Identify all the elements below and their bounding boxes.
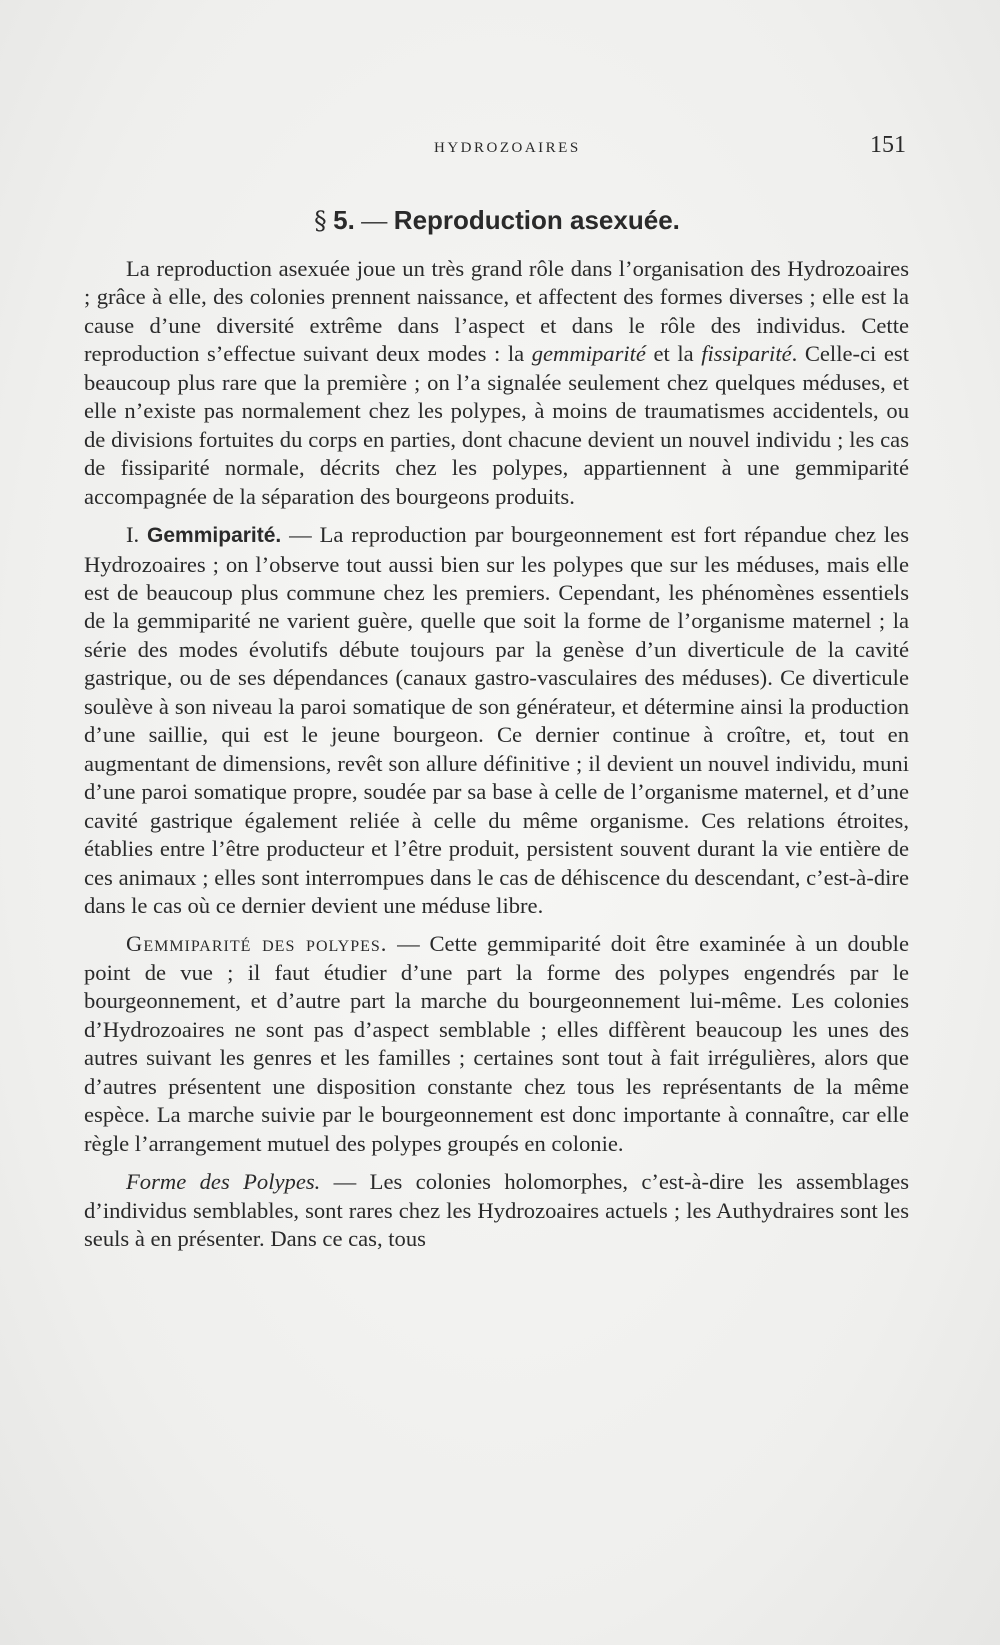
subsection-title: Gemmiparité. [147, 524, 282, 548]
paragraph-text: — Les colonies holomorphes, c’est-à-dire les assemblages d’individus semblables, sont rares chez les Hydrozoaires actuels ; les Authydraires sont les seuls à en présenter. Dans ce cas, tous [84, 1169, 909, 1251]
run-in-heading-italic: Forme des Polypes. [126, 1169, 321, 1195]
section-symbol: § [314, 206, 327, 235]
page-header [82, 132, 912, 166]
running-head: HYDROZOAIRES [434, 140, 581, 156]
italic-term: gemmiparité [531, 341, 646, 367]
paragraph-forme-polypes [84, 1168, 909, 1253]
italic-term: fissiparité [701, 341, 792, 367]
section-number: 5. [333, 205, 355, 235]
section-title: Reproduction asexuée. [393, 205, 680, 235]
paragraph-gemmiparite-polypes [84, 930, 909, 1158]
section-dash: — [361, 206, 388, 235]
paragraph-text: — La reproduction par bourgeonnement est fort répandue chez les Hydrozoaires ; on l’observe tout aussi bien sur les polypes que sur les méduses, mais elle est de beaucoup plus commune chez les premiers. Cependant, les phénomènes essentiels de la gemmiparité ne varient guère, quelle que soit la forme de l’organisme maternel ; la série des modes évolutifs débute toujours par la genèse d’un diverticule de la cavité gastrique, ou de ses dépendances (canaux gastro-vasculaires des méduses). Ce diverticule soulève à son niveau la paroi somatique de son générateur, et détermine ainsi la production d’une saillie, qui est le jeune bourgeon. Ce dernier continue à croître, et, tout en augmentant de dimensions, revêt son allure définitive ; il devient un nouvel individu, muni d’une paroi somatique propre, soudée par sa base à celle de l’organisme maternel, et d’une cavité gastrique également reliée à celle du même organisme. Ces relations étroites, établies entre l’être producteur et l’être produit, persistent souvent durant la vie entière de ces animaux ; elles sont interrompues dans le cas de déhiscence du descendant, c’est-à-dire dans le cas où ce dernier devient une méduse libre. [84, 522, 910, 918]
paragraph-text: et la [645, 341, 702, 367]
page-number: 151 [870, 132, 906, 158]
body-text [84, 255, 909, 1263]
paragraph-text: — Cette gemmiparité doit être examinée à un double point de vue ; il faut étudier d’une part la forme des polypes engendrés par le bourgeonnement, et d’autre part la marche du bourgeonnement lui-même. Les colonies d’Hydrozoaires ne sont pas d’aspect semblable ; elles diffèrent beaucoup les unes des autres suivant les genres et les familles ; certaines sont tout à fait irrégulières, alors que d’autres présentent une disposition constante chez tous les représentants de la même espèce. La marche suivie par le bourgeonnement est donc importante à connaître, car elle règle l’arrangement mutuel des polypes groupés en colonie. [84, 931, 909, 1156]
section-heading [82, 203, 912, 238]
paragraph-text: La reproduction asexuée joue un très grand rôle dans l’organisation des Hydrozoaires ; grâce à elle, des colonies prennent naissance, et affectent des formes diverses ; elle est la cause d’une diversité extrême dans l’aspect et dans le rôle des individus. Cette reproduction s’effectue suivant deux modes : la [84, 256, 909, 367]
run-in-heading: Gemmiparité des polypes. [126, 931, 388, 957]
paragraph-gemmiparite [84, 521, 909, 920]
paragraph-text: . Celle-ci est beaucoup plus rare que la première ; on l’a signalée seulement chez quelques méduses, et elle n’existe pas normalement chez les polypes, à moins de traumatismes accidentels, ou de divisions fortuites du corps en parties, dont chacune devient un nouvel individu ; les cas de fissiparité normale, décrits chez les polypes, appartiennent à une gemmiparité accompagnée de la séparation des bourgeons produits. [84, 341, 909, 509]
subsection-number: I. [126, 522, 148, 548]
paragraph-intro [84, 255, 909, 511]
